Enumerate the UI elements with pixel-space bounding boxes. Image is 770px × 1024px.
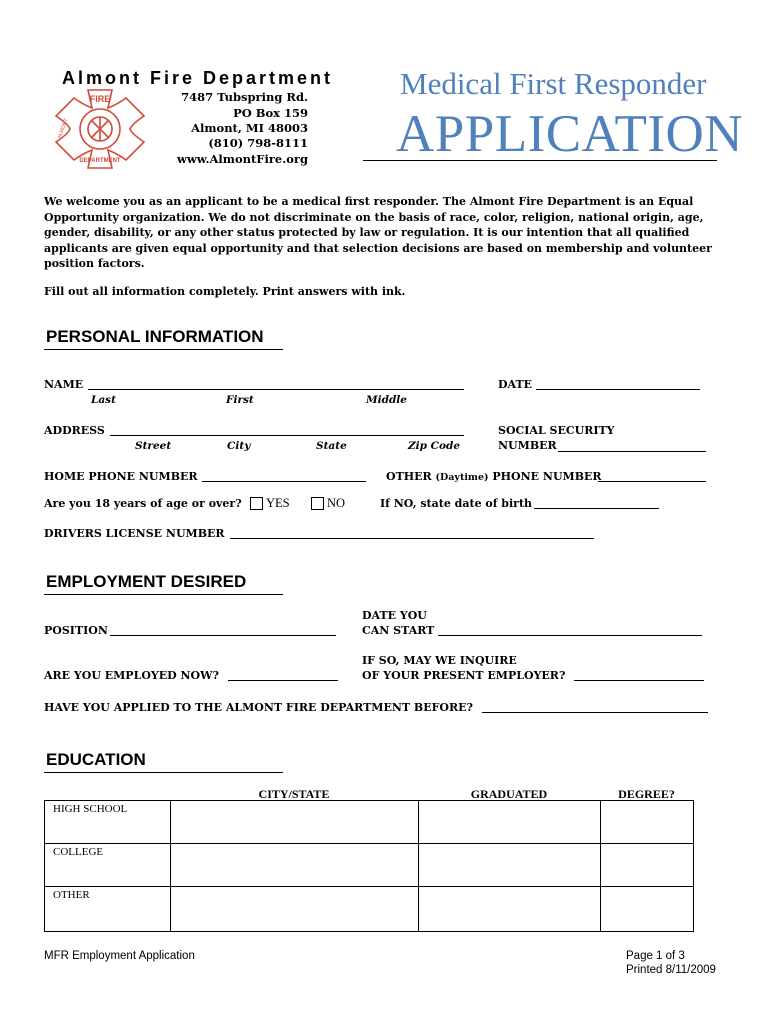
name-first-caption: First [226,394,254,406]
column-header-graduated: GRADUATED [470,787,548,801]
form-subtitle: Medical First Responder [400,66,707,101]
title-underline [363,160,717,161]
birth-date-field[interactable] [534,508,659,509]
degree-cell[interactable] [601,801,694,844]
department-name: Almont Fire Department [62,68,334,88]
other-phone-label [386,470,602,483]
form-title: APPLICATION [396,105,744,163]
home-phone-label: HOME PHONE NUMBER [44,470,198,483]
address-label: ADDRESS [44,424,105,437]
start-date-label-line-2: CAN START [362,624,435,637]
graduated-cell[interactable] [419,887,601,932]
address-zip-caption: Zip Code [408,440,461,452]
other-phone-daytime: (Daytime) [435,472,489,483]
position-field[interactable] [110,635,336,636]
fire-department-maltese-cross-logo [52,86,148,172]
start-date-field[interactable] [438,635,702,636]
intro-paragraph: We welcome you as an applicant to be a medical first responder. The Almont Fire Department is an Equal Opportunity organization. We do not discriminate on the basis of race, color, religion, national origin, age, gender, disability, or any other status protected by law or regulation. It is our intention that all qualified applicants are given equal opportunity and that selection decisions are based on membership and volunteer position factors. [44,195,712,270]
phone-number: (810) 798-8111 [208,136,308,150]
no-label: NO [327,496,346,510]
heading-underline [44,594,283,595]
table-row [45,844,694,887]
column-header-degree: DEGREE? [618,787,675,801]
name-middle-caption: Middle [366,394,407,406]
footer-form-name: MFR Employment Application [44,950,195,962]
inquire-field[interactable] [574,680,704,681]
row-label-college: COLLEGE [53,846,104,858]
age-question: Are you 18 years of age or over? [44,497,242,510]
address-line-3: Almont, MI 48003 [191,121,308,135]
name-last-caption: Last [91,394,116,406]
logo-text-left: ALMONT [56,117,70,140]
license-label: DRIVERS LICENSE NUMBER [44,527,225,540]
heading-underline [44,772,283,773]
ssn-label-line-2: NUMBER [498,439,557,452]
address-city-caption: City [227,440,251,452]
name-field[interactable] [88,389,464,390]
employed-now-field[interactable] [228,680,338,681]
degree-cell[interactable] [601,887,694,932]
footer-page-number: Page 1 of 3 [626,950,685,962]
city-state-cell[interactable] [171,801,419,844]
birth-date-label: If NO, state date of birth [380,497,533,510]
yes-checkbox[interactable] [250,497,263,510]
row-label-other: OTHER [53,889,90,901]
row-label-cell [45,887,171,932]
inquire-label-line-2: OF YOUR PRESENT EMPLOYER? [362,669,566,682]
name-label: NAME [44,378,84,391]
other-phone-field[interactable] [598,481,706,482]
no-checkbox[interactable] [311,497,324,510]
row-label-cell [45,801,171,844]
city-state-cell[interactable] [171,844,419,887]
date-field[interactable] [536,389,700,390]
address-state-caption: State [316,440,347,452]
city-state-cell[interactable] [171,887,419,932]
other-phone-label-a: OTHER [386,470,432,483]
employment-desired-heading: EMPLOYMENT DESIRED [46,572,247,591]
footer-printed-date: Printed 8/11/2009 [626,964,716,976]
yes-label: YES [266,496,290,510]
heading-underline [44,349,283,350]
home-phone-field[interactable] [202,481,366,482]
logo-text-top: FIRE [89,94,111,104]
address-line-2: PO Box 159 [233,106,308,120]
date-label: DATE [498,378,533,391]
row-label-cell [45,844,171,887]
instructions: Fill out all information completely. Print answers with ink. [44,285,406,298]
applied-before-field[interactable] [482,712,708,713]
address-street-caption: Street [135,440,172,452]
other-phone-label-c: PHONE NUMBER [492,470,602,483]
graduated-cell[interactable] [419,844,601,887]
applied-before-label: HAVE YOU APPLIED TO THE ALMONT FIRE DEPARTMENT BEFORE? [44,701,473,714]
column-header-city-state: CITY/STATE [258,787,330,801]
employed-now-label: ARE YOU EMPLOYED NOW? [44,669,219,682]
row-label-high-school: HIGH SCHOOL [53,803,128,815]
table-row [45,887,694,932]
license-field[interactable] [230,538,594,539]
inquire-label-line-1: IF SO, MAY WE INQUIRE [362,654,517,667]
logo-text-bottom: DEPARTMENT [79,158,121,164]
personal-information-heading: PERSONAL INFORMATION [46,327,264,346]
website-link[interactable]: www.AlmontFire.org [176,152,308,166]
education-table [44,800,694,932]
table-row [45,801,694,844]
start-date-label-line-1: DATE YOU [362,609,427,622]
ssn-field[interactable] [558,451,706,452]
graduated-cell[interactable] [419,801,601,844]
position-label: POSITION [44,624,108,637]
ssn-label-line-1: SOCIAL SECURITY [498,424,615,437]
education-heading: EDUCATION [46,750,146,769]
address-field[interactable] [110,435,464,436]
address-line-1: 7487 Tubspring Rd. [181,90,308,104]
degree-cell[interactable] [601,844,694,887]
